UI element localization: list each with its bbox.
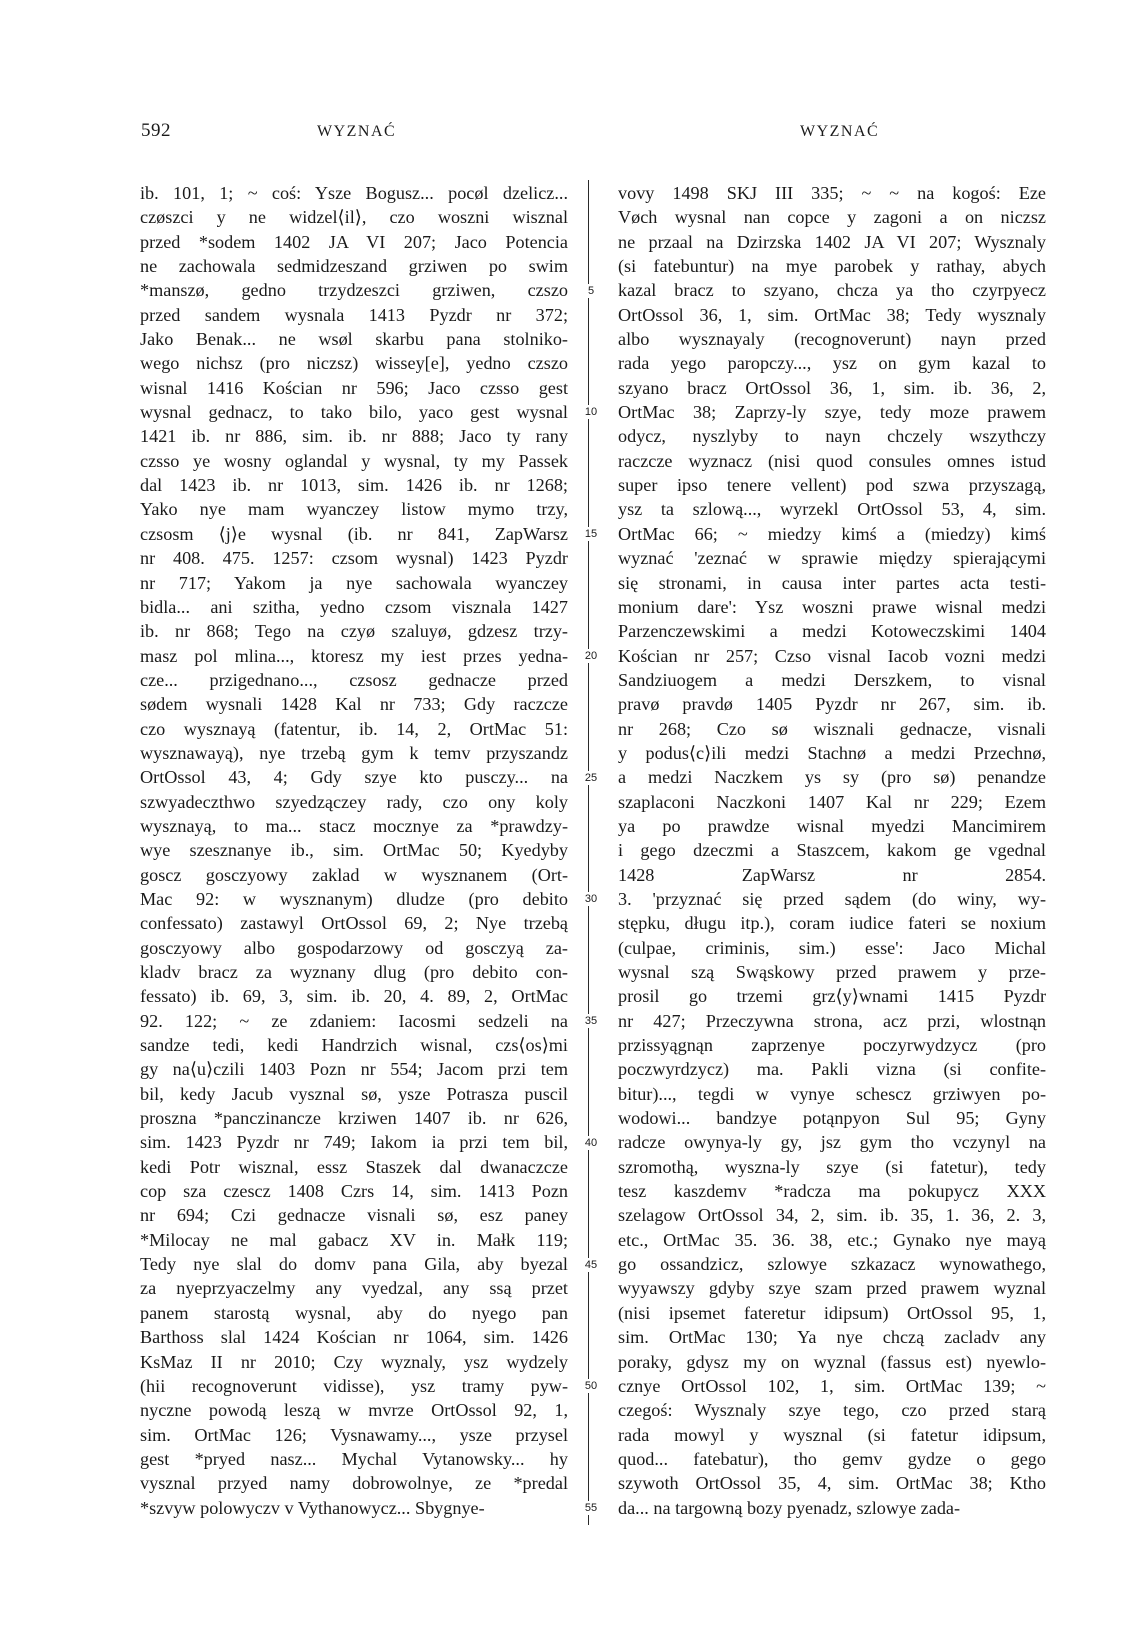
text-line: (si fatebuntur) na mye parobek y rathay, abych <box>618 256 1046 277</box>
text-line: raczcze wyznacz (nisi quod consules omnes istud <box>618 450 1046 471</box>
text-line: się stronami, in causa inter partes acta testi- <box>618 572 1046 593</box>
text-line: czøszci y ne widzel⟨il⟩, czo woszni wisznal <box>140 207 568 228</box>
text-line: proszna *panczinancze krziwen 1407 ib. nr 626, <box>140 1108 568 1129</box>
text-line: szromothą, wyszna-ly szye (si fatetur), tedy <box>618 1156 1046 1177</box>
text-line: cze... przigednano..., czsosz gednacze przed <box>140 669 568 690</box>
text-line: szaplaconi Naczkoni 1407 Kal nr 229; Ezem <box>618 791 1046 812</box>
line-number: 50 <box>578 1379 604 1393</box>
text-line: Parzenczewskimi a medzi Kotoweczskimi 1404 <box>618 621 1046 642</box>
right-column <box>618 181 1046 1520</box>
text-line: gest *pryed nasz... Mychal Vytanowsky... hy <box>140 1448 568 1469</box>
text-line: Vøch wysnal nan copce y zagoni a on niczsz <box>618 207 1046 228</box>
text-line: 92. 122; ~ ze zdaniem: Iacosmi sedzeli na <box>140 1010 568 1031</box>
text-line: czegoś: Wysznaly szye tego, czo przed starą <box>618 1400 1046 1421</box>
text-line: bidla... ani szitha, yedno czsom visznala 1427 <box>140 596 568 617</box>
text-line: ne zachowala sedmidzeszand grziwen po swim <box>140 256 568 277</box>
text-line: przed sandem wysnala 1413 Pyzdr nr 372; <box>140 304 568 325</box>
text-line: a medzi Naczkem ys sy (pro sø) penandze <box>618 767 1046 788</box>
text-line: vovy 1498 SKJ III 335; ~ ~ na kogoś: Eze <box>618 183 1046 203</box>
text-line: ib. nr 868; Tego na czyø szaluyø, gdzesz trzy- <box>140 621 568 642</box>
text-line: nr 427; Przeczywna strona, acz przi, wlostnąn <box>618 1010 1046 1031</box>
text-line: dal 1423 ib. nr 1013, sim. 1426 ib. nr 1268; <box>140 475 568 496</box>
line-number: 30 <box>578 892 604 906</box>
column-divider <box>588 180 589 1525</box>
text-line: Barthoss slal 1424 Kościan nr 1064, sim. 1426 <box>140 1327 568 1348</box>
text-line: Yako nye mam wyanczey listow mymo trzy, <box>140 499 568 520</box>
line-number: 35 <box>578 1014 604 1028</box>
text-line: *Milocay ne mal gabacz XV in. Małk 119; <box>140 1229 568 1250</box>
text-line: monium dare': Ysz woszni prawe wisnal medzi <box>618 596 1046 617</box>
text-line: sim. OrtMac 126; Vysnawamy..., ysze przysel <box>140 1424 568 1445</box>
text-line: ysz ta szlową..., wyrzekl OrtOssol 53, 4, sim. <box>618 499 1046 520</box>
text-line: wysznawayą), nye trzebą gym k temv przyszandz <box>140 742 568 763</box>
text-line: ne przaal na Dzirzska 1402 JA VI 207; Wysznaly <box>618 231 1046 252</box>
text-line: szwyadeczthwo szyedzączey rady, czo ony koly <box>140 791 568 812</box>
text-line: sim. 1423 Pyzdr nr 749; Iakom ia przi tem bil, <box>140 1132 568 1153</box>
text-line: goscz gosczyowy zaklad w wysznanem (Ort- <box>140 864 568 885</box>
text-line: nyczne powodą leszą w mvrze OrtOssol 92, 1, <box>140 1400 568 1421</box>
text-line: confessato) zastawyl OrtOssol 69, 2; Nye trzebą <box>140 913 568 934</box>
text-line: da... na targowną bozy pyenadz, szlowye zada- <box>618 1497 961 1518</box>
text-line: i gego dzeczmi a Staszcem, kakom ge vgednal <box>618 840 1046 861</box>
text-line: masz pol mlina..., ktoresz my iest przes yedna- <box>140 645 568 666</box>
text-line: Jako Benak... ne wsøl skarbu pana stolniko- <box>140 329 568 350</box>
text-line: 1428 ZapWarsz nr 2854. <box>618 864 1046 885</box>
text-line: nr 694; Czi gednacze visnali sø, esz paney <box>140 1205 568 1226</box>
text-line: wysnal gednacz, to tako bilo, yaco gest wysnal <box>140 402 568 423</box>
text-line: przissyągnąn zaprzenye poczyrwydzycz (pro <box>618 1035 1046 1056</box>
text-line: panem starostą wysnal, aby do nyego pan <box>140 1302 568 1323</box>
text-line: wyyawszy gdyby szye szam przed prawem wyznal <box>618 1278 1046 1299</box>
text-line: za nyeprzyaczelmy any vyedzal, any ssą przet <box>140 1278 568 1299</box>
text-line: kladv bracz za wyznany dlug (pro debito con- <box>140 962 568 982</box>
text-line: Sandziuogem a medzi Derszkem, to visnal <box>618 669 1046 690</box>
text-line: nr 717; Yakom ja nye sachowala wyanczey <box>140 572 568 593</box>
text-line: pravø pravdø 1405 Pyzdr nr 267, sim. ib. <box>618 694 1046 715</box>
text-line: etc., OrtMac 35. 36. 38, etc.; Gynako nye mayą <box>618 1229 1046 1250</box>
text-line: szelagow OrtOssol 34, 2, sim. ib. 35, 1. 36, 2. 3, <box>618 1205 1046 1226</box>
text-line: radcze owynya-ly gy, jsz gym tho vczynyl na <box>618 1132 1046 1153</box>
text-line: quod... fatebatur), tho gemv gydze o gego <box>618 1448 1046 1469</box>
text-line: nr 268; Czo sø wisznali gednacze, visnali <box>618 718 1046 739</box>
text-line: czsosm ⟨j⟩e wysnal (ib. nr 841, ZapWarsz <box>140 523 568 544</box>
text-line: 1421 ib. nr 886, sim. ib. nr 888; Jaco ty rany <box>140 426 568 447</box>
text-line: super ipso tenere vellent) pod szwa przyszagą, <box>618 475 1046 496</box>
page-number: 592 <box>141 120 171 141</box>
text-line: (nisi ipsemet fateretur idipsum) OrtOssol 95, 1, <box>618 1302 1046 1323</box>
text-line: sødem wysnali 1428 Kal nr 733; Gdy raczcze <box>140 694 568 715</box>
line-number: 5 <box>578 284 604 298</box>
text-line: rada yego paropczy..., ysz on gym kazal to <box>618 353 1046 374</box>
text-line: fessato) ib. 69, 3, sim. ib. 20, 4. 89, 2, OrtMac <box>140 986 568 1007</box>
text-line: poraky, gdysz my on wyznal (fassus est) nyewlo- <box>618 1351 1046 1372</box>
text-line: wodowi... bandzye potąnpyon Sul 95; Gyny <box>618 1108 1046 1129</box>
text-line: wyznać 'zeznać w sprawie między spierającymi <box>618 548 1046 569</box>
text-line: tesz kaszdemv *radcza ma pokupycz XXX <box>618 1181 1046 1202</box>
line-number: 40 <box>578 1136 604 1150</box>
text-line: cznye OrtOssol 102, 1, sim. OrtMac 139; ~ <box>618 1375 1046 1396</box>
text-line: OrtOssol 43, 4; Gdy szye kto pusczy... na <box>140 767 568 788</box>
text-line: *manszø, gedno trzydzeszci grziwen, czszo <box>140 280 568 301</box>
text-line: sandze tedi, kedi Handrzich wisnal, czs⟨os⟩mi <box>140 1035 568 1056</box>
text-line: OrtMac 66; ~ miedzy kimś a (miedzy) kimś <box>618 523 1046 544</box>
text-line: bitur)..., tegdi w vynye schescz grziwyen po- <box>618 1083 1046 1104</box>
text-line: (hii recognoverunt vidisse), ysz tramy pyw- <box>140 1375 568 1396</box>
text-line: odycz, nyszlyby to nayn chczely wszythczy <box>618 426 1046 447</box>
text-line: kazal bracz to szyano, chcza ya tho czyrpyecz <box>618 280 1046 301</box>
text-line: sim. OrtMac 130; Ya nye chczą zacladv any <box>618 1327 1046 1348</box>
text-line: go ossandzicz, szlowye szkazacz wynowathego, <box>618 1254 1046 1275</box>
text-line: wego nichsz (pro niczsz) wissey[e], yedno czszo <box>140 353 568 374</box>
text-line: wisnal 1416 Kościan nr 596; Jaco czsso gest <box>140 377 568 398</box>
text-line: cop sza czescz 1408 Czrs 14, sim. 1413 Pozn <box>140 1181 568 1202</box>
text-line: 3. 'przyznać się przed sądem (do winy, wy- <box>618 888 1046 909</box>
text-line: czsso ye wosny oglandal y wysnal, ty my Passek <box>140 450 568 471</box>
text-line: (culpae, criminis, sim.) esse': Jaco Michal <box>618 937 1046 958</box>
text-line: bil, kedy Jacub vysznal sø, ysze Potrasza puscil <box>140 1083 568 1104</box>
text-line: kedi Potr wisznal, essz Staszek dal dwanaczcze <box>140 1156 568 1177</box>
right-running-head: WYZNAĆ <box>800 123 880 140</box>
line-number: 45 <box>578 1258 604 1272</box>
text-line: OrtMac 38; Zaprzy-ly szye, tedy moze prawem <box>618 402 1046 423</box>
text-line: szywoth OrtOssol 35, 4, sim. OrtMac 38; Ktho <box>618 1473 1046 1494</box>
text-line: czo wysznayą (fatentur, ib. 14, 2, OrtMac 51: <box>140 718 568 739</box>
text-line: nr 408. 475. 1257: czsom wysnal) 1423 Pyzdr <box>140 548 568 569</box>
text-line: OrtOssol 36, 1, sim. OrtMac 38; Tedy wysznaly <box>618 304 1046 325</box>
page-header <box>0 120 1146 150</box>
text-line: gy na⟨u⟩czili 1403 Pozn nr 554; Jacom przi tem <box>140 1059 568 1080</box>
text-line: Mac 92: w wysznanym) dludze (pro debito <box>140 888 568 909</box>
line-number: 10 <box>578 405 604 419</box>
line-number: 55 <box>578 1501 604 1515</box>
text-line: poczwyrdzycz) ma. Pakli vizna (si confite- <box>618 1059 1046 1080</box>
line-number: 25 <box>578 771 604 785</box>
text-line: KsMaz II nr 2010; Czy wyznaly, ysz wydzely <box>140 1351 568 1372</box>
text-line: y podus⟨c⟩ili medzi Stachnø a medzi Przechnø, <box>618 742 1046 763</box>
text-line: vysznal przyed namy dobrowolnye, ze *predal <box>140 1473 568 1494</box>
line-number: 15 <box>578 527 604 541</box>
text-line: stępku, długu itp.), coram iudice fateri se noxium <box>618 913 1046 934</box>
text-line: wye szesznanye ib., sim. OrtMac 50; Kyedyby <box>140 840 568 861</box>
text-line: albo wysznayaly (recognoverunt) nayn przed <box>618 329 1046 350</box>
text-line: rada mowyl y wysznal (si fatetur idipsum, <box>618 1424 1046 1445</box>
text-line: wysnal szą Swąskowy przed prawem y prze- <box>618 962 1046 982</box>
text-line: ib. 101, 1; ~ coś: Ysze Bogusz... pocøl dzelicz... <box>140 183 568 203</box>
text-line: wysznayą, to ma... stacz mocznye za *prawdzy- <box>140 815 568 836</box>
text-line: gosczyowy albo gospodarzowy od gosczyą za- <box>140 937 568 958</box>
text-line: prosil go trzemi grz⟨y⟩wnami 1415 Pyzdr <box>618 986 1046 1007</box>
left-column <box>140 181 568 1520</box>
text-line: Tedy nye slal do domv pana Gila, aby byezal <box>140 1254 568 1275</box>
text-line: Kościan nr 257; Czso visnal Iacob vozni medzi <box>618 645 1046 666</box>
line-number: 20 <box>578 649 604 663</box>
text-line: przed *sodem 1402 JA VI 207; Jaco Potencia <box>140 231 568 252</box>
text-line: ya po prawdze wisnal myedzi Mancimirem <box>618 815 1046 836</box>
text-line: *szvyw polowyczv v Vythanowycz... Sbygnye- <box>140 1497 485 1518</box>
text-line: szyano bracz OrtOssol 36, 1, sim. ib. 36, 2, <box>618 377 1046 398</box>
left-running-head: WYZNAĆ <box>317 123 397 140</box>
